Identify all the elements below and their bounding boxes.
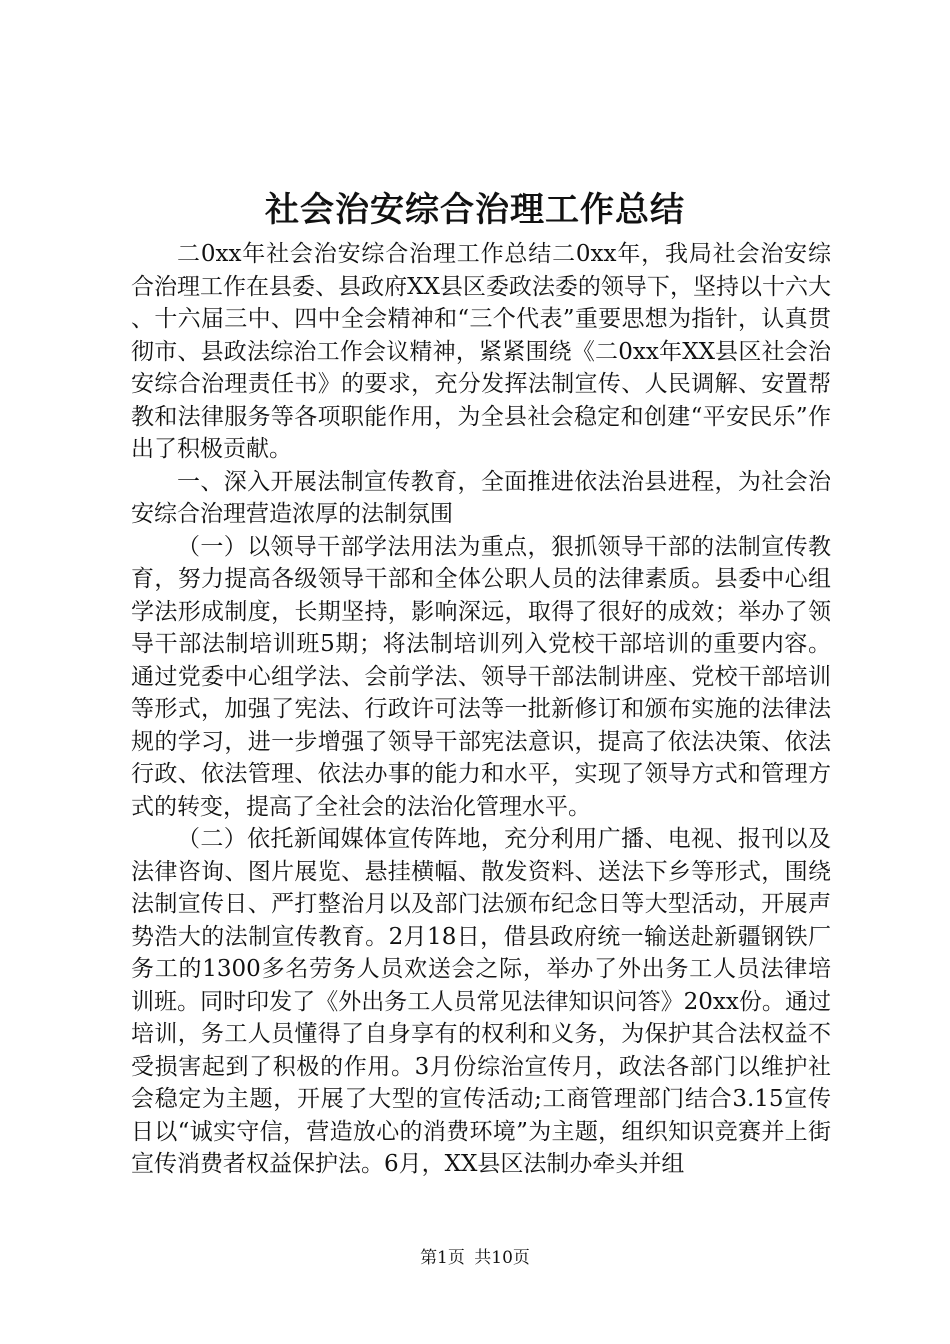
document-body xyxy=(131,238,831,1181)
paragraph-section-heading: 一、深入开展法制宣传教育，全面推进依法治县进程，为社会治安综合治理营造浓厚的法制氛围 xyxy=(131,468,831,527)
paragraph-item-two: （二）依托新闻媒体宣传阵地，充分利用广播、电视、报刊以及法律咨询、图片展览、悬挂横幅、散发资料、送法下乡等形式，围绕法制宣传日、严打整治月以及部门法颁布纪念日等大型活动，开展声势浩大的法制宣传教育。2月18日，借县政府统一输送赴新疆钢铁厂务工的1300多名劳务人员欢送会之际，举办了外出务工人员法律培训班。同时印发了《外出务工人员常见法律知识问答》20xx份。通过培训，务工人员懂得了自身享有的权利和义务，为保护其合法权益不受损害起到了积极的作用。3月份综治宣传月，政法各部门以维护社会稳定为主题，开展了大型的宣传活动;工商管理部门结合3.15宣传日以“诚实守信，营造放心的消费环境”为主题，组织知识竞赛并上街宣传消费者权益保护法。6月，XX县区法制办牵头并组 xyxy=(131,826,831,1177)
page-footer: 第1页 共10页 xyxy=(420,1248,530,1268)
document-title: 社会治安综合治理工作总结 xyxy=(265,190,685,230)
paragraph-item-one: （一）以领导干部学法用法为重点，狠抓领导干部的法制宣传教育，努力提高各级领导干部和全体公职人员的法律素质。县委中心组学法形成制度，长期坚持，影响深远，取得了很好的成效；举办了领导干部法制培训班5期；将法制培训列入党校干部培训的重要内容。通过党委中心组学法、会前学法、领导干部法制讲座、党校干部培训等形式，加强了宪法、行政许可法等一批新修订和颁布实施的法律法规的学习，进一步增强了领导干部宪法意识，提高了依法决策、依法行政、依法管理、依法办事的能力和水平，实现了领导方式和管理方式的转变，提高了全社会的法治化管理水平。 xyxy=(131,533,831,820)
paragraph-intro: 二0xx年社会治安综合治理工作总结二0xx年，我局社会治安综合治理工作在县委、县政府XX县区委政法委的领导下，坚持以十六大、十六届三中、四中全会精神和“三个代表”重要思想为指针，认真贯彻市、县政法综治工作会议精神，紧紧围绕《二0xx年XX县区社会治安综合治理责任书》的要求，充分发挥法制宣传、人民调解、安置帮教和法律服务等各项职能作用，为全县社会稳定和创建“平安民乐”作出了积极贡献。 xyxy=(131,241,831,462)
